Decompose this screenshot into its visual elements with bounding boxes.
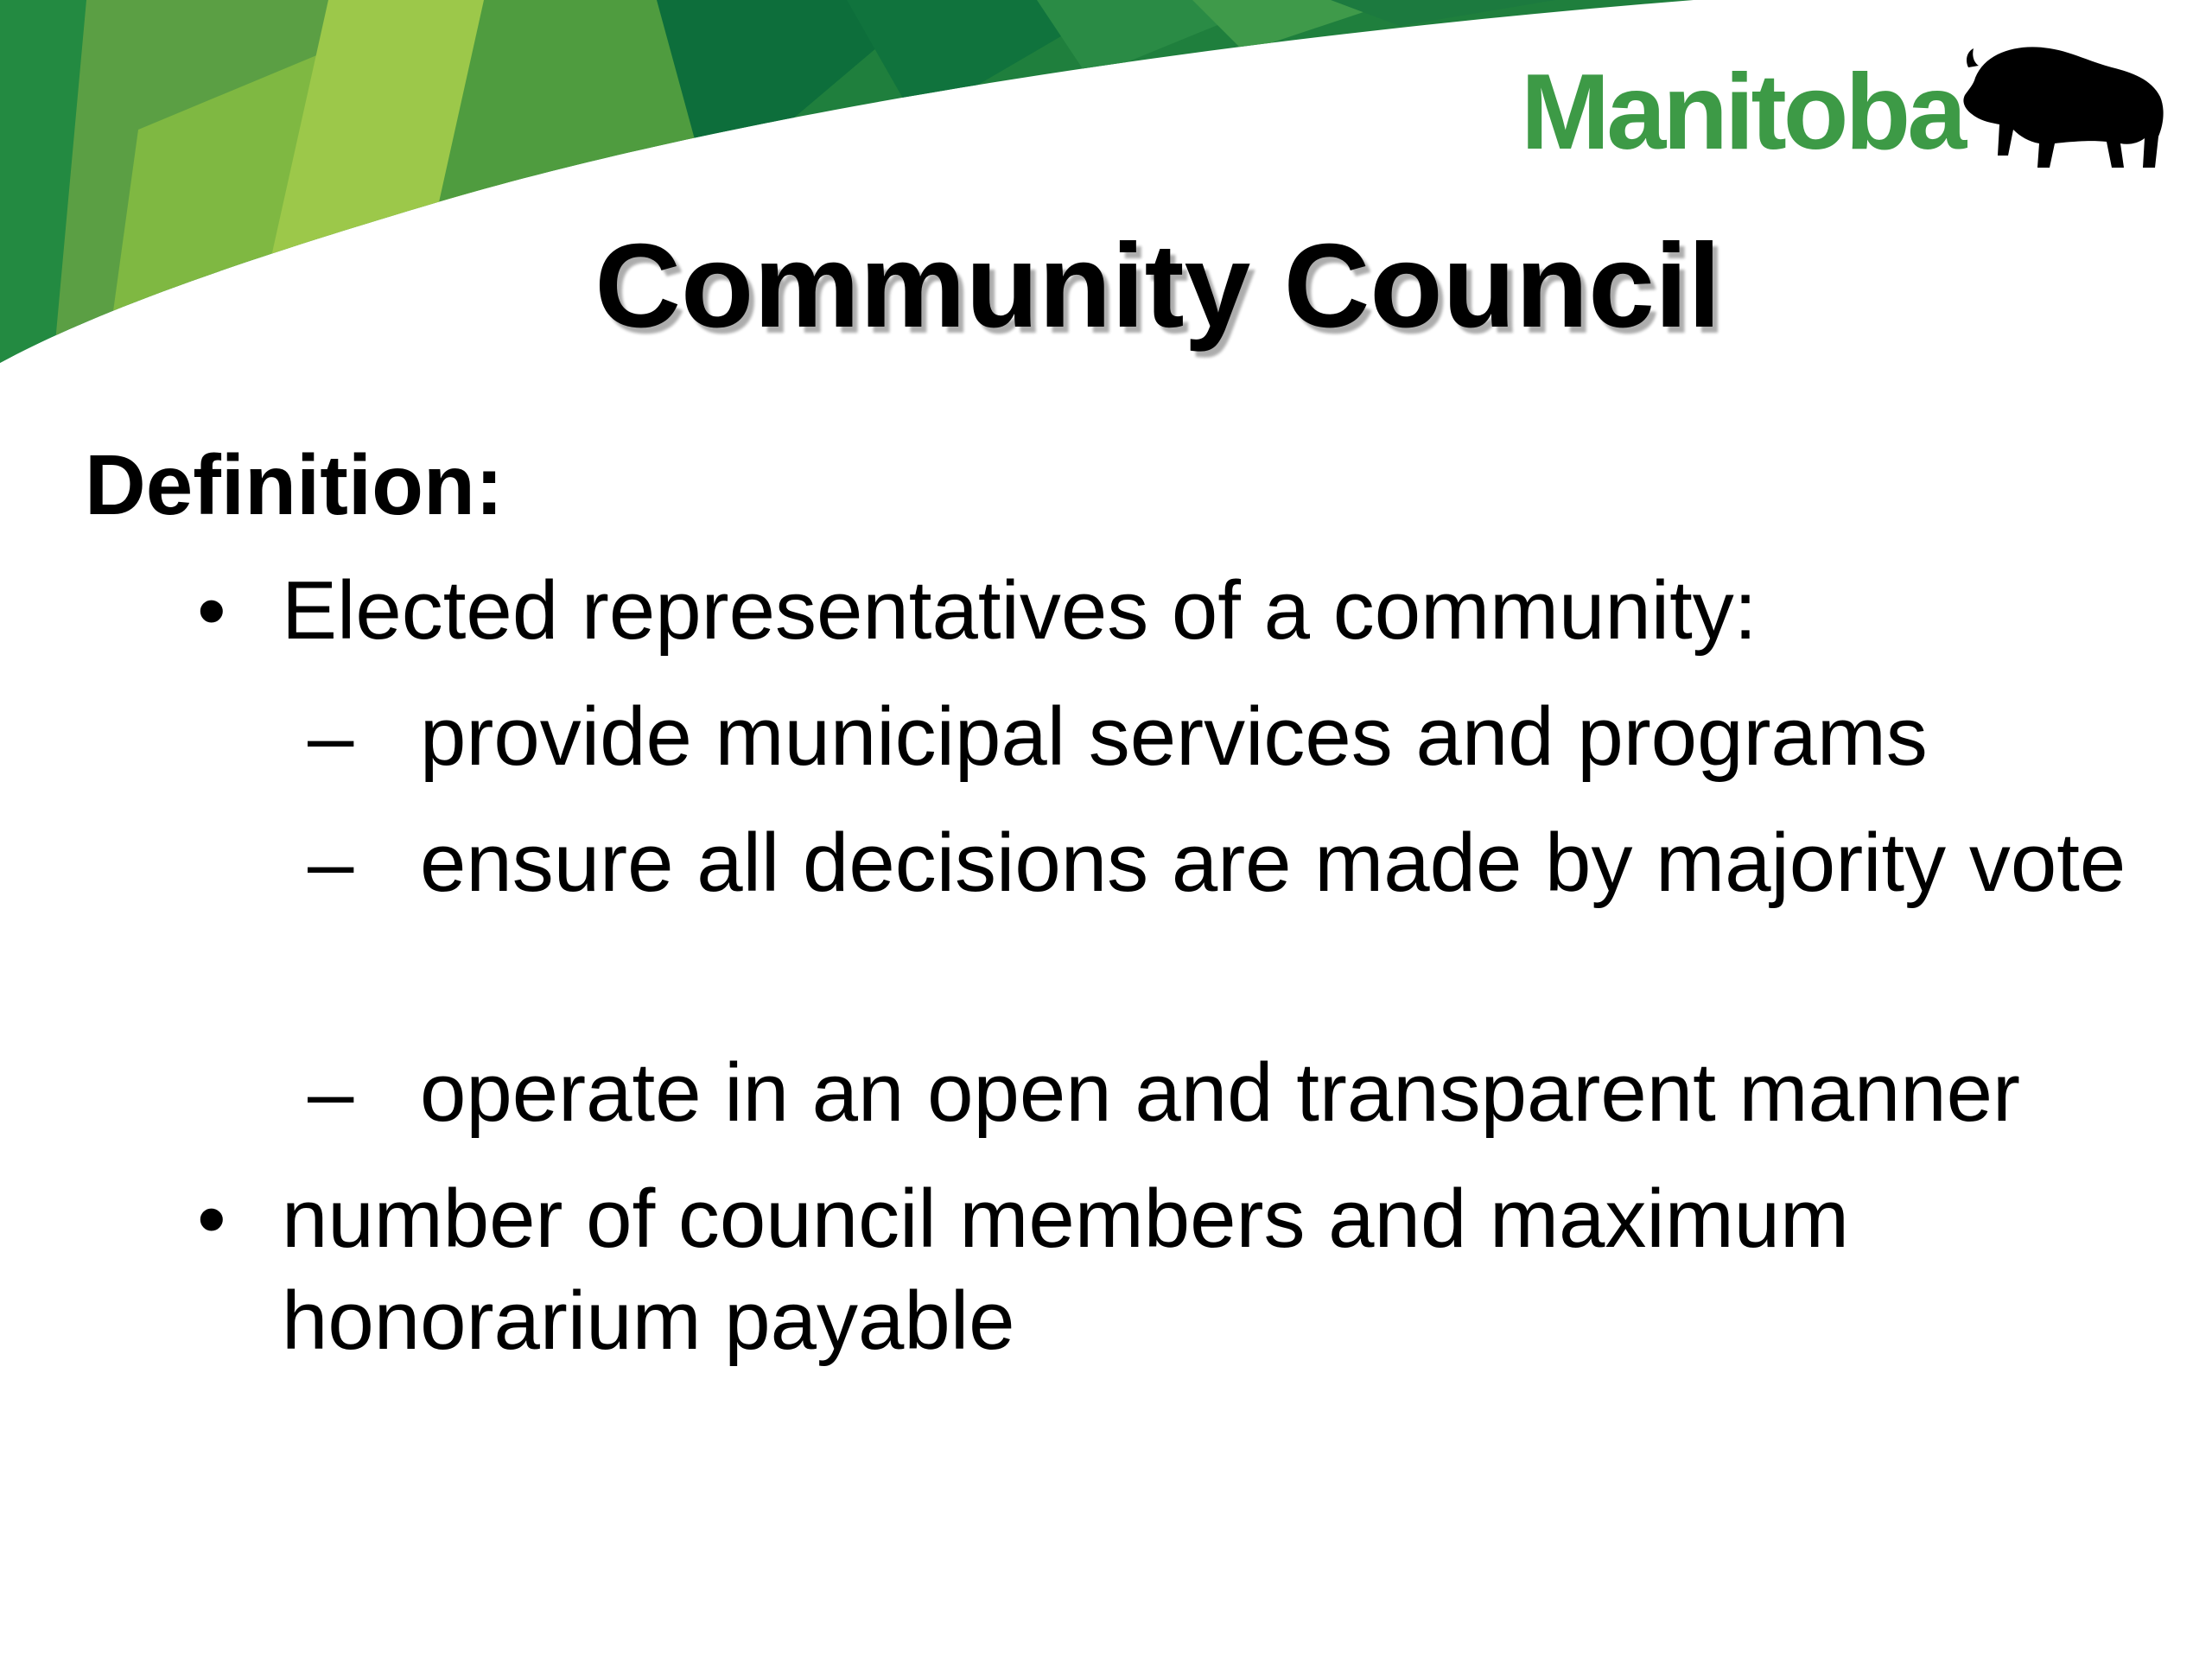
bullet-text: number of council members and maximum honorarium payable	[282, 1173, 1850, 1367]
list-item	[308, 686, 2165, 788]
bullet-marker: •	[197, 564, 226, 657]
list-item	[308, 1042, 2165, 1144]
bullet-marker: •	[197, 1173, 226, 1265]
bullet-text: Elected representatives of a community:	[282, 564, 1758, 657]
list-item	[308, 812, 2131, 914]
slide-title: Community Council	[594, 219, 1721, 353]
list-item	[197, 1168, 2012, 1372]
sub-bullet-text: operate in an open and transparent manner	[420, 1046, 2020, 1139]
bison-icon	[1960, 41, 2167, 171]
list-item	[197, 560, 2098, 662]
definition-heading: Definition:	[85, 437, 504, 532]
manitoba-logo	[1521, 35, 2160, 181]
logo-wordmark: Manitoba	[1521, 53, 1964, 172]
dash-marker: –	[308, 690, 354, 783]
sub-bullet-text: ensure all decisions are made by majority vote	[420, 817, 2126, 909]
sub-bullet-text: provide municipal services and programs	[420, 690, 1928, 783]
dash-marker: –	[308, 1046, 354, 1139]
dash-marker: –	[308, 817, 354, 909]
